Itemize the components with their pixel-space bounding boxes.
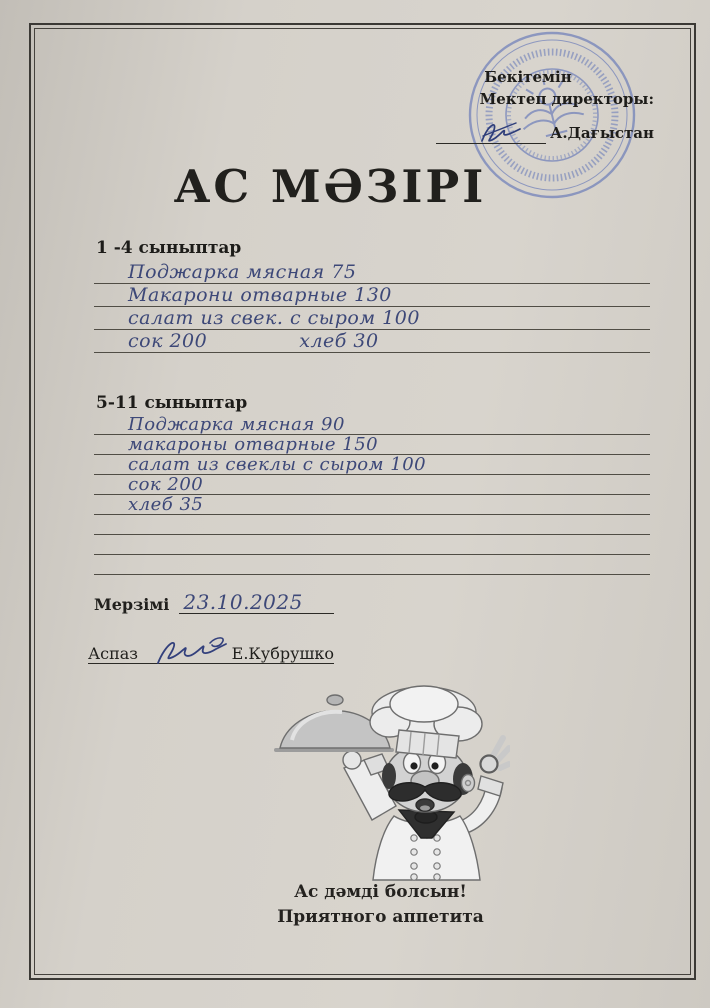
date-label: Мерзімі bbox=[94, 595, 170, 614]
menu-line bbox=[94, 475, 650, 495]
cook-row bbox=[88, 637, 334, 664]
menu-line bbox=[94, 307, 650, 330]
section-1-4-heading: 1 -4 сыныптар bbox=[96, 238, 242, 258]
chef-illustration bbox=[272, 676, 510, 884]
slogan-kazakh: Ас дәмді болсын! bbox=[294, 882, 467, 902]
approve-label: Бекітемін bbox=[484, 68, 572, 86]
director-signature-row bbox=[436, 122, 654, 144]
cook-signature-ink bbox=[152, 637, 228, 663]
menu-item-text: хлеб 30 bbox=[299, 330, 379, 352]
menu-line bbox=[94, 261, 650, 284]
menu-item-text: Поджарка мясная 90 bbox=[128, 414, 345, 435]
menu-item-text: сок 200 bbox=[128, 474, 204, 495]
date-line bbox=[179, 590, 334, 614]
page-title: АС МӘЗІРІ bbox=[173, 160, 487, 213]
menu-line bbox=[94, 455, 650, 475]
director-label: Мектеп директоры: bbox=[479, 90, 654, 108]
director-name: А.Дағыстан bbox=[550, 124, 654, 142]
cook-name: Е.Кубрушко bbox=[231, 644, 334, 663]
ruled-line-empty bbox=[94, 515, 650, 535]
menu-line bbox=[94, 415, 650, 435]
signature-line bbox=[436, 125, 546, 144]
menu-item-text: сок 200 bbox=[128, 330, 208, 352]
approval-block bbox=[436, 66, 654, 144]
date-row bbox=[94, 590, 334, 614]
menu-line bbox=[94, 495, 650, 515]
menu-item-text: салат из свеклы с сыром 100 bbox=[128, 454, 427, 475]
ruled-line-empty bbox=[94, 555, 650, 575]
section-5-11-heading: 5-11 сыныптар bbox=[96, 393, 248, 413]
date-value-handwritten: 23.10.2025 bbox=[183, 590, 303, 614]
menu-item-text: макароны отварные 150 bbox=[128, 434, 379, 455]
director-signature-ink bbox=[478, 117, 534, 147]
menu-item-text: хлеб 35 bbox=[128, 494, 204, 515]
menu-line bbox=[94, 435, 650, 455]
section-1-4-lines bbox=[94, 261, 650, 353]
menu-item-text: салат из свек. с сыром 100 bbox=[128, 307, 420, 329]
ruled-line-empty bbox=[94, 535, 650, 555]
menu-line bbox=[94, 284, 650, 307]
section-5-11-lines bbox=[94, 415, 650, 575]
menu-item-text: Макарони отварные 130 bbox=[128, 284, 392, 306]
slogan-block bbox=[29, 880, 692, 930]
cook-label: Аспаз bbox=[88, 644, 139, 663]
menu-item-text: Поджарка мясная 75 bbox=[128, 261, 357, 283]
menu-line bbox=[94, 330, 650, 353]
slogan-russian: Приятного аппетита bbox=[277, 907, 484, 927]
